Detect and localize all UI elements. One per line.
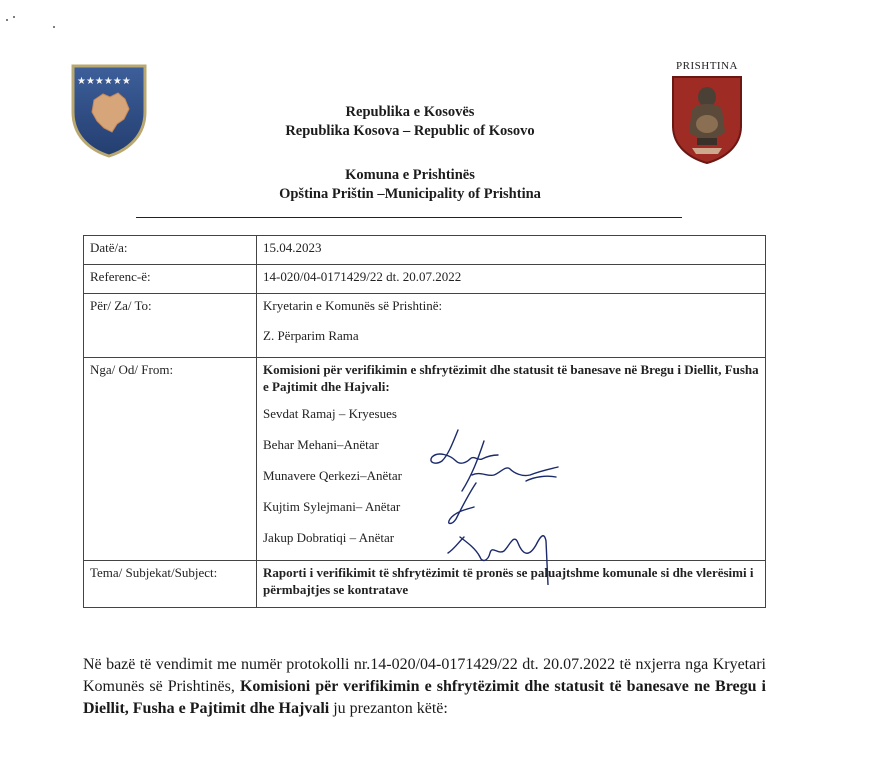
member-5: Jakup Dobratiqi – Anëtar [263, 530, 395, 545]
scan-speck [6, 19, 8, 21]
memo-row-to [84, 294, 766, 358]
to-line-2: Z. Përparim Rama [263, 328, 359, 343]
to-line-1: Kryetarin e Komunës së Prishtinë: [263, 298, 443, 313]
reference-label: Referenc-ë: [84, 265, 257, 294]
memo-row-from [84, 358, 766, 561]
header-divider [136, 217, 682, 218]
member-1: Sevdat Ramaj – Kryesues [263, 406, 397, 421]
body-paragraph [83, 654, 766, 720]
header-line-2: Republika Kosova – Republic of Kosovo [285, 123, 535, 139]
commission-title: Komisioni për verifikimin e shfrytëzimit dhe statusit të banesave në Bregu i Diellit, Fusha e Pajtimit dhe Hajvali: [263, 362, 759, 394]
scan-speck [13, 16, 15, 18]
republic-header [130, 103, 690, 141]
reference-value: 14-020/04-0171429/22 dt. 20.07.2022 [257, 265, 766, 294]
date-label: Datë/a: [84, 236, 257, 265]
header-line-1: Republika e Kosovës [345, 104, 475, 120]
scan-speck [53, 26, 55, 28]
header-line-4: Opština Prištin –Municipality of Prishtina [279, 186, 541, 202]
emblem-city-name: PRISHTINA [676, 60, 738, 72]
body-text-commission: Komisioni për verifikimin e shfrytëzimit dhe statusit të banesave ne Bregu i Diellit, Fusha e Pajtimit dhe Hajvali [83, 678, 766, 717]
subject-label: Tema/ Subjekat/Subject: [84, 561, 257, 608]
municipality-header [130, 166, 690, 204]
member-2: Behar Mehani–Anëtar [263, 437, 379, 452]
memo-row-subject [84, 561, 766, 608]
to-value [257, 294, 766, 358]
subject-value: Raporti i verifikimit të shfrytëzimit të pronës se paluajtshme komunale si dhe vlerësimi i përmbajtjes se kontratave [257, 561, 766, 608]
date-value: 15.04.2023 [257, 236, 766, 265]
member-4: Kujtim Sylejmani– Anëtar [263, 499, 401, 514]
body-text-2: ju prezanton këtë: [329, 700, 448, 717]
memo-row-reference [84, 265, 766, 294]
memo-row-date [84, 236, 766, 265]
to-label: Për/ Za/ To: [84, 294, 257, 358]
member-3: Munavere Qerkezi–Anëtar [263, 468, 402, 483]
header-line-3: Komuna e Prishtinës [345, 167, 475, 183]
svg-text:★★★★★★: ★★★★★★ [77, 76, 131, 87]
body-text-1: Në bazë të vendimit me numër protokolli nr.14-020/04-0171429/22 dt. 20.07.2022 të nxjerra nga Kryetari Komunës së Prishtinës, [83, 656, 766, 695]
from-label: Nga/ Od/ From: [84, 358, 257, 561]
from-value [257, 358, 766, 561]
memo-table [83, 235, 766, 608]
